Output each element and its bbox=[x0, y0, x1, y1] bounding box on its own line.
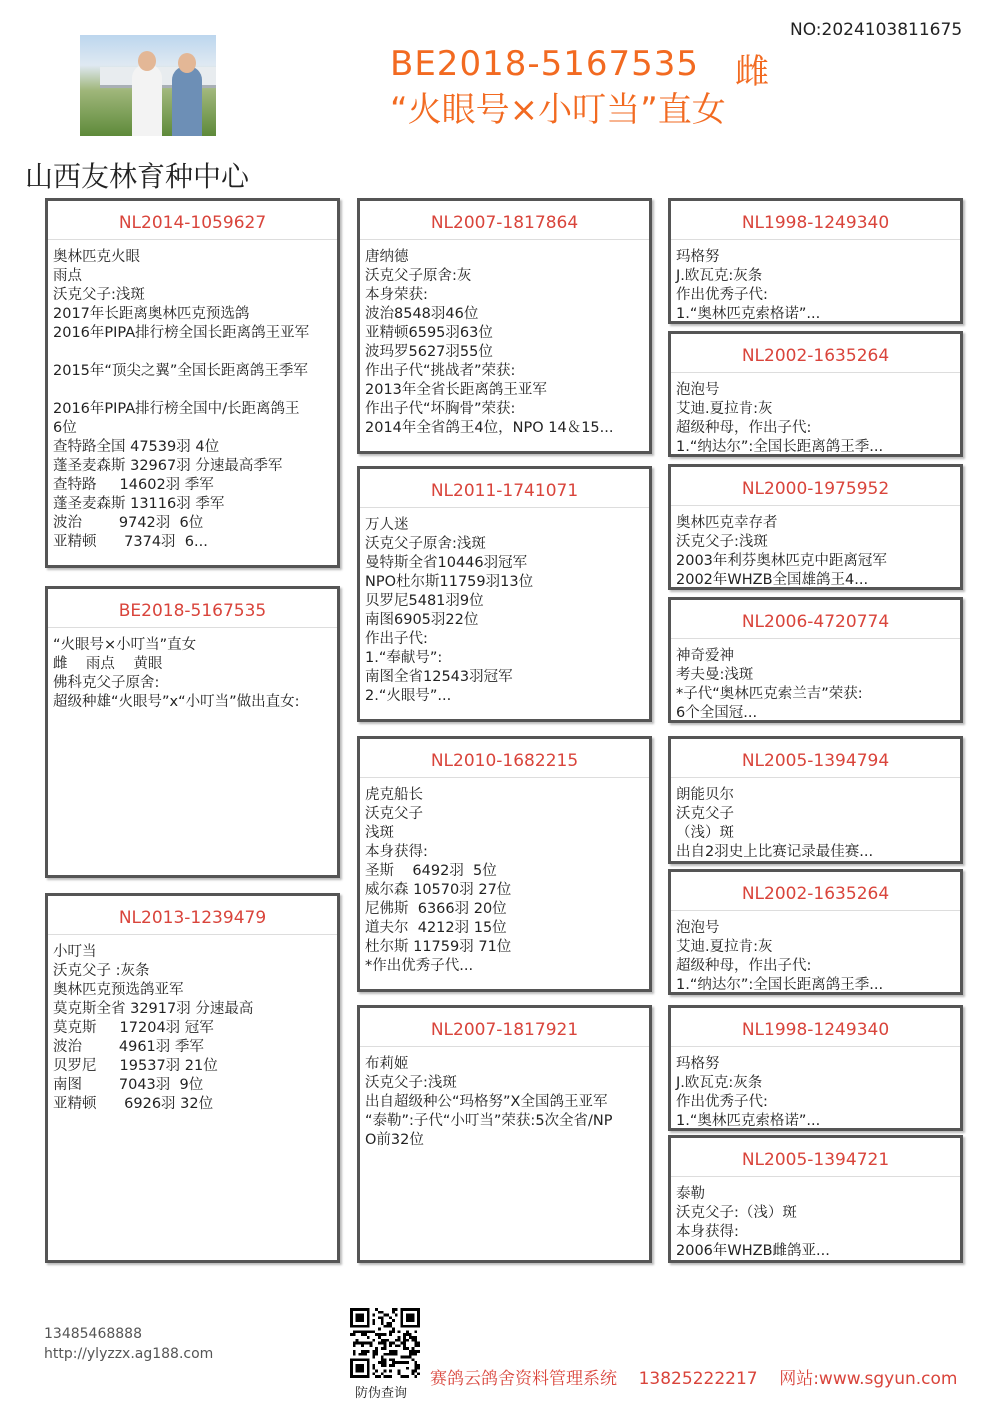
qr-code-label: 防伪查询 bbox=[355, 1386, 408, 1401]
card-line: 玛格努 bbox=[676, 249, 720, 265]
card-line: 南图6905羽22位 bbox=[365, 612, 479, 628]
card-line: 艾迪.夏拉肯:灰 bbox=[676, 939, 773, 955]
pigeon-ring-title: BE2018-5167535 bbox=[390, 44, 700, 84]
card-line: 莫克斯全省 32917羽 分速最高 bbox=[53, 1001, 254, 1017]
card-line: 沃克父子:（浅）斑 bbox=[676, 1205, 797, 1221]
person-left bbox=[132, 64, 162, 136]
card-line: 沃克父子 bbox=[676, 806, 734, 822]
card-line: 唐纳德 bbox=[365, 249, 409, 265]
card-ring-number: NL2005-1394721 bbox=[671, 1138, 960, 1177]
card-line: 作出优秀子代: bbox=[676, 1094, 768, 1110]
card-line: 6位 bbox=[53, 420, 77, 436]
pedigree-card-dam bbox=[45, 893, 340, 1263]
card-line: 亚精顿6595羽63位 bbox=[365, 325, 493, 341]
card-line: 奥林匹克预选鸽亚军 bbox=[53, 982, 184, 998]
person-right bbox=[172, 66, 202, 136]
card-ring-number: NL2007-1817864 bbox=[360, 201, 649, 240]
card-lines bbox=[360, 778, 649, 976]
card-line: 雌 雨点 黄眼 bbox=[53, 656, 163, 672]
pedigree-card-dam-sire bbox=[357, 736, 652, 992]
card-line: 沃克父子 bbox=[365, 806, 423, 822]
loft-photo bbox=[80, 35, 216, 136]
card-ring-number: NL2014-1059627 bbox=[48, 201, 337, 240]
card-line: 查特路全国 47539羽 4位 bbox=[53, 439, 220, 455]
card-line: 2014年全省鸽王4位，NPO 14＆15... bbox=[365, 420, 614, 436]
card-line: 万人迷 bbox=[365, 517, 409, 533]
card-ring-number: NL2010-1682215 bbox=[360, 739, 649, 778]
card-ring-number: NL2011-1741071 bbox=[360, 469, 649, 508]
card-line: “泰勒”:子代“小叮当”荣获:5次全省/NP bbox=[365, 1113, 613, 1129]
card-line: 超级种雄“火眼号”x“小叮当”做出直女: bbox=[53, 694, 300, 710]
card-lines bbox=[48, 628, 337, 712]
card-line: 本身获得: bbox=[365, 844, 428, 860]
card-line: 本身获得: bbox=[676, 1224, 739, 1240]
card-line: 1.“奥林匹克索格诺”... bbox=[676, 306, 821, 322]
card-line: 佛科克父子原舍: bbox=[53, 675, 160, 691]
pedigree-card-great-grandparent-6 bbox=[668, 869, 963, 995]
card-line: 2013年全省长距离鸽王亚军 bbox=[365, 382, 547, 398]
card-line: 尼佛斯 6366羽 20位 bbox=[365, 901, 507, 917]
card-ring-number: NL2006-4720774 bbox=[671, 600, 960, 639]
contact-phone: 13485468888 bbox=[44, 1326, 142, 1342]
card-ring-number: NL2007-1817921 bbox=[360, 1008, 649, 1047]
card-line: 威尔森 10570羽 27位 bbox=[365, 882, 512, 898]
card-line: 作出子代: bbox=[365, 631, 428, 647]
pedigree-card-great-grandparent-2 bbox=[668, 331, 963, 457]
pigeon-name-title: “火眼号×小叮当”直女 bbox=[390, 90, 726, 130]
card-line: 南图全省12543羽冠军 bbox=[365, 669, 513, 685]
card-line: 1.“纳达尔”:全国长距离鸽王季... bbox=[676, 977, 884, 993]
card-line: 沃克父子:浅斑 bbox=[53, 287, 145, 303]
card-line: 贝罗尼 19537羽 21位 bbox=[53, 1058, 218, 1074]
person-right-head bbox=[178, 53, 196, 73]
card-line: 圣斯 6492羽 5位 bbox=[365, 863, 497, 879]
card-line: 沃克父子:浅斑 bbox=[676, 534, 768, 550]
card-line: 出自2羽史上比赛记录最佳赛... bbox=[676, 844, 874, 860]
card-line: “火眼号×小叮当”直女 bbox=[53, 637, 197, 653]
card-line: 2002年WHZB全国雄鸽王4... bbox=[676, 572, 869, 588]
card-ring-number: NL1998-1249340 bbox=[671, 1008, 960, 1047]
card-line: 杜尔斯 11759羽 71位 bbox=[365, 939, 512, 955]
card-line: O前32位 bbox=[365, 1132, 424, 1148]
card-line: NPO杜尔斯11759羽13位 bbox=[365, 574, 534, 590]
card-line: 波治 9742羽 6位 bbox=[53, 515, 204, 531]
card-lines bbox=[671, 1177, 960, 1261]
card-line: 作出子代“坏胸骨”荣获: bbox=[365, 401, 516, 417]
card-line: 泡泡号 bbox=[676, 382, 720, 398]
card-line: 本身荣获: bbox=[365, 287, 428, 303]
pedigree-card-sire bbox=[45, 198, 340, 568]
footer-system-info: 赛鸽云鸽舍资料管理系统 13825222217 网站:www.sgyun.com bbox=[430, 1369, 958, 1389]
card-line: 查特路 14602羽 季军 bbox=[53, 477, 214, 493]
card-line: 沃克父子原舍:灰 bbox=[365, 268, 472, 284]
pedigree-card-great-grandparent-7 bbox=[668, 1005, 963, 1131]
card-lines bbox=[671, 911, 960, 995]
card-line: 奥林匹克火眼 bbox=[53, 249, 140, 265]
card-line: 1.“奥林匹克索格诺”... bbox=[676, 1113, 821, 1129]
person-left-head bbox=[138, 51, 156, 71]
card-line: 波治 4961羽 季军 bbox=[53, 1039, 204, 1055]
card-line: *子代“奥林匹克索兰吉”荣获: bbox=[676, 686, 863, 702]
card-lines bbox=[360, 240, 649, 438]
card-line: 亚精顿 7374羽 6... bbox=[53, 534, 208, 550]
card-ring-number: NL2013-1239479 bbox=[48, 896, 337, 935]
card-lines bbox=[360, 508, 649, 706]
pedigree-card-sire-dam bbox=[357, 466, 652, 722]
card-line: 泡泡号 bbox=[676, 920, 720, 936]
card-line: 玛格努 bbox=[676, 1056, 720, 1072]
card-ring-number: NL2000-1975952 bbox=[671, 467, 960, 506]
card-ring-number: NL2002-1635264 bbox=[671, 334, 960, 373]
card-line: 亚精顿 6926羽 32位 bbox=[53, 1096, 214, 1112]
card-line: 南图 7043羽 9位 bbox=[53, 1077, 204, 1093]
card-line: 沃克父子 :灰条 bbox=[53, 963, 150, 979]
card-line: 奥林匹克幸存者 bbox=[676, 515, 778, 531]
pedigree-card-great-grandparent-4 bbox=[668, 597, 963, 723]
card-line: 道夫尔 4212羽 15位 bbox=[365, 920, 507, 936]
card-line: 泰勒 bbox=[676, 1186, 705, 1202]
card-line: 出自超级种公“玛格努”X全国鸽王亚军 bbox=[365, 1094, 608, 1110]
card-line: 蓬圣麦森斯 32967羽 分速最高季军 bbox=[53, 458, 283, 474]
contact-url[interactable]: http://ylyzzx.ag188.com bbox=[44, 1346, 214, 1362]
card-ring-number: NL2002-1635264 bbox=[671, 872, 960, 911]
card-lines bbox=[671, 240, 960, 324]
card-lines bbox=[671, 639, 960, 723]
card-lines bbox=[48, 240, 337, 552]
card-lines bbox=[671, 373, 960, 457]
card-line bbox=[53, 381, 332, 400]
card-line: 2016年PIPA排行榜全国长距离鸽王亚军 bbox=[53, 325, 310, 341]
card-line: 蓬圣麦森斯 13116羽 季军 bbox=[53, 496, 225, 512]
card-line: 2.“火眼号”... bbox=[365, 688, 452, 704]
card-line: 考夫曼:浅斑 bbox=[676, 667, 754, 683]
card-line: 曼特斯全省10446羽冠军 bbox=[365, 555, 528, 571]
card-line: 波玛罗5627羽55位 bbox=[365, 344, 493, 360]
card-line: 超级种母，作出子代: bbox=[676, 420, 812, 436]
card-line: 2016年PIPA排行榜全国中/长距离鸽王 bbox=[53, 401, 300, 417]
document-number: NO:2024103811675 bbox=[790, 20, 963, 40]
card-ring-number: BE2018-5167535 bbox=[48, 589, 337, 628]
card-line: *作出优秀子代... bbox=[365, 958, 474, 974]
pigeon-sex-title: 雌 bbox=[735, 52, 769, 92]
card-line: 6个全国冠... bbox=[676, 705, 758, 721]
card-lines bbox=[671, 1047, 960, 1131]
card-line: 作出子代“挑战者”荣获: bbox=[365, 363, 516, 379]
card-line: 雨点 bbox=[53, 268, 82, 284]
card-line: 艾迪.夏拉肯:灰 bbox=[676, 401, 773, 417]
pedigree-card-dam-dam bbox=[357, 1005, 652, 1263]
card-ring-number: NL1998-1249340 bbox=[671, 201, 960, 240]
pedigree-card-great-grandparent-1 bbox=[668, 198, 963, 324]
card-line: 布莉姬 bbox=[365, 1056, 409, 1072]
card-line: J.欧瓦克:灰条 bbox=[676, 1075, 763, 1091]
pedigree-card-great-grandparent-3 bbox=[668, 464, 963, 590]
card-lines bbox=[48, 935, 337, 1114]
card-line: 波治8548羽46位 bbox=[365, 306, 479, 322]
qr-code-icon[interactable] bbox=[350, 1308, 420, 1378]
card-lines bbox=[360, 1047, 649, 1150]
card-line: 小叮当 bbox=[53, 944, 97, 960]
card-lines bbox=[671, 506, 960, 590]
pedigree-card-subject bbox=[45, 586, 340, 878]
card-ring-number: NL2005-1394794 bbox=[671, 739, 960, 778]
card-line: 2006年WHZB雌鸽亚... bbox=[676, 1243, 830, 1259]
card-line bbox=[53, 343, 332, 362]
pedigree-card-sire-sire bbox=[357, 198, 652, 454]
loft-name: 山西友林育种中心 bbox=[25, 160, 250, 193]
pedigree-card-great-grandparent-8 bbox=[668, 1135, 963, 1263]
pedigree-card-great-grandparent-5 bbox=[668, 736, 963, 864]
card-line: 沃克父子:浅斑 bbox=[365, 1075, 457, 1091]
card-line: 1.“纳达尔”:全国长距离鸽王季... bbox=[676, 439, 884, 455]
card-line: 贝罗尼5481羽9位 bbox=[365, 593, 484, 609]
card-lines bbox=[671, 778, 960, 862]
card-line: J.欧瓦克:灰条 bbox=[676, 268, 763, 284]
card-line: 虎克船长 bbox=[365, 787, 423, 803]
card-line: 莫克斯 17204羽 冠军 bbox=[53, 1020, 214, 1036]
card-line: 超级种母，作出子代: bbox=[676, 958, 812, 974]
card-line: 作出优秀子代: bbox=[676, 287, 768, 303]
card-line: 神奇爱神 bbox=[676, 648, 734, 664]
card-line: 1.“奉献号”: bbox=[365, 650, 443, 666]
card-line: （浅）斑 bbox=[676, 825, 734, 841]
card-line: 2017年长距离奥林匹克预选鸽 bbox=[53, 306, 250, 322]
card-line: 2003年利芬奥林匹克中距离冠军 bbox=[676, 553, 887, 569]
card-line: 朗能贝尔 bbox=[676, 787, 734, 803]
card-line: 沃克父子原舍:浅斑 bbox=[365, 536, 486, 552]
card-line: 2015年“顶尖之翼”全国长距离鸽王季军 bbox=[53, 363, 308, 379]
card-line: 浅斑 bbox=[365, 825, 394, 841]
